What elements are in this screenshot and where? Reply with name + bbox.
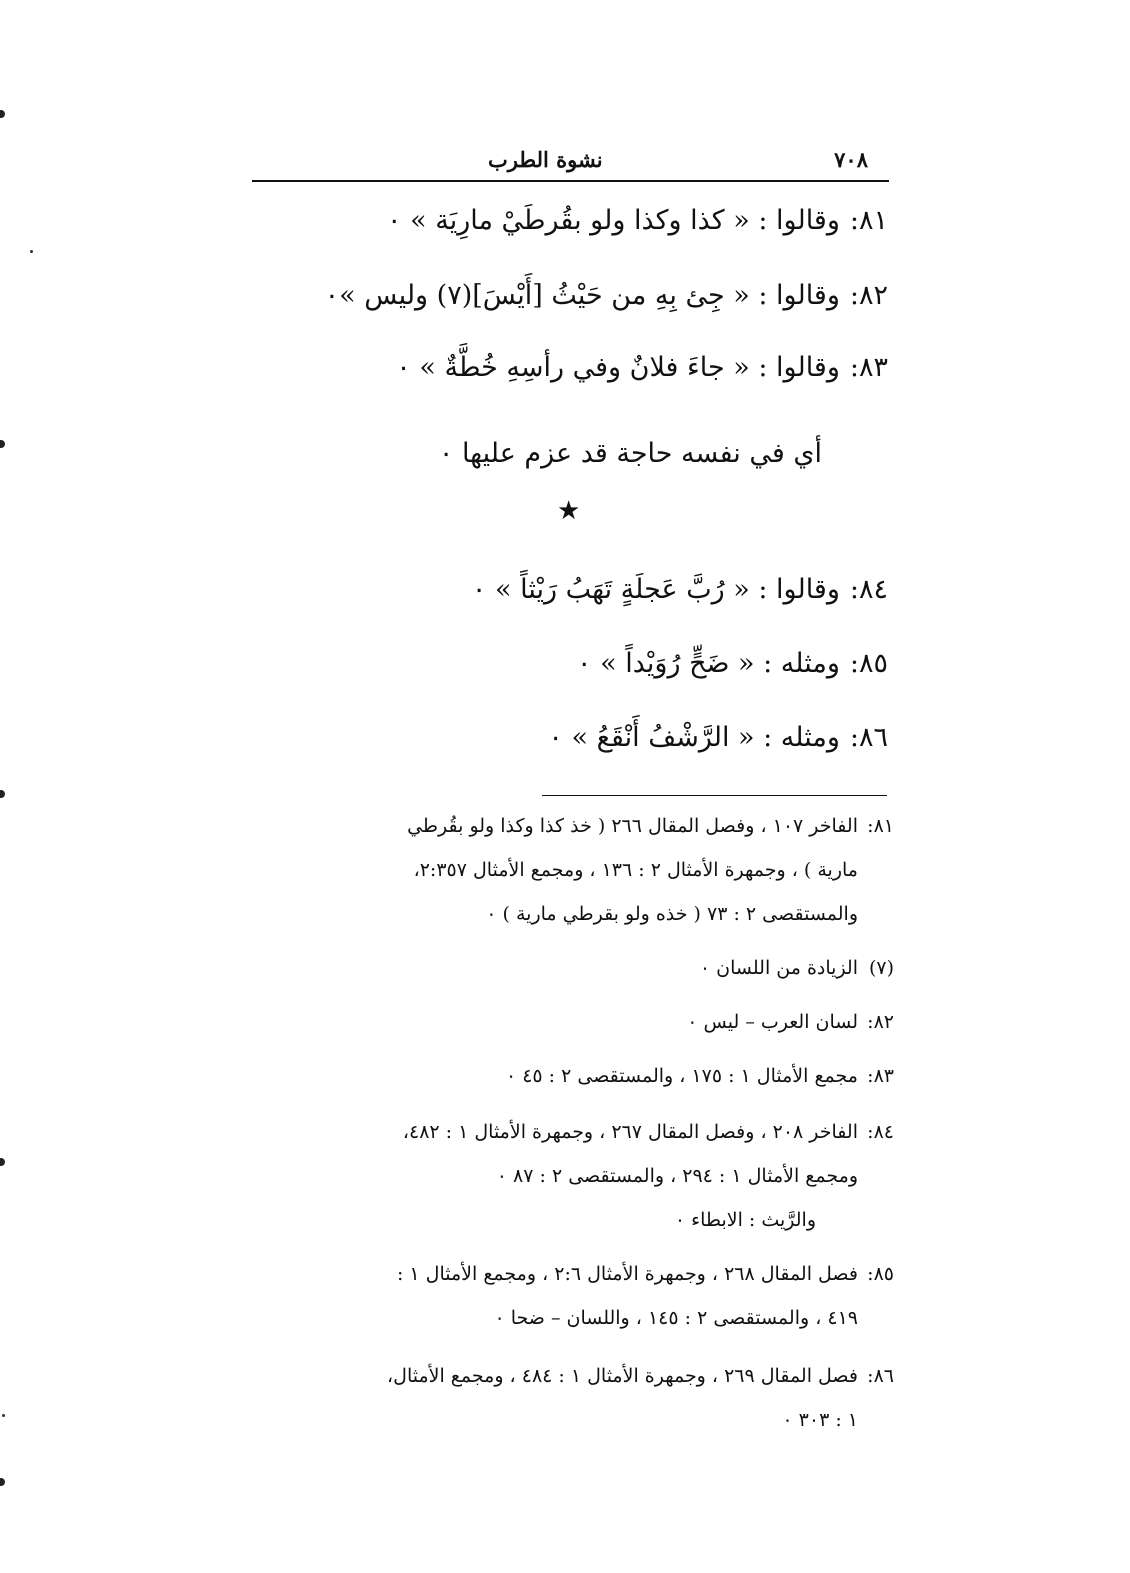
footnote-line: ١ : ٣٠٣ ٠	[782, 1409, 858, 1431]
footnote-84	[248, 1110, 894, 1242]
entry-83	[238, 352, 888, 383]
footnote-rule	[542, 795, 887, 796]
scan-mark	[0, 790, 5, 798]
footnote-line: مارية ) ، وجمهرة الأمثال ٢ : ١٣٦ ، ومجمع الأمثال ٢:٣٥٧،	[413, 859, 858, 881]
scan-speck	[30, 250, 33, 253]
footnote-number: ٨٣:	[867, 1065, 894, 1087]
footnote-number: ٨١:	[867, 815, 894, 837]
footnote-number: ٨٤:	[867, 1121, 894, 1143]
entry-86	[238, 722, 888, 753]
footnote-line: لسان العرب – ليس ٠	[687, 1011, 858, 1033]
footnote-line: فصل المقال ٢٦٨ ، وجمهرة الأمثال ٢:٦ ، ومجمع الأمثال ١ :	[396, 1263, 858, 1285]
entry-text: ومثله : « الرَّشْفُ أَنْقَعُ » ٠	[548, 722, 840, 753]
footnote-line: الفاخر ١٠٧ ، وفصل المقال ٢٦٦ ( خذ كذا وكذا ولو بقُرطي	[407, 815, 858, 837]
running-title: نشوة الطرب	[488, 147, 603, 172]
footnote-line: مجمع الأمثال ١ : ١٧٥ ، والمستقصى ٢ : ٤٥ ٠	[505, 1065, 858, 1087]
footnote-7	[248, 946, 894, 990]
entry-number: ٨٤:	[849, 574, 888, 605]
footnote-line: ٤١٩ ، والمستقصى ٢ : ١٤٥ ، واللسان – ضحا ٠	[494, 1307, 858, 1329]
footnote-number: ٨٦:	[867, 1365, 894, 1387]
footnote-line: والرَّيث : الابطاء ٠	[674, 1209, 816, 1231]
entry-83-gloss: أي في نفسه حاجة قد عزم عليها ٠	[438, 438, 822, 469]
footnote-line: الزيادة من اللسان ٠	[699, 957, 858, 979]
entry-text: وقالوا : « كذا وكذا ولو بقُرطَيْ مارِيَة » ٠	[387, 205, 840, 236]
entry-text: وقالوا : « جاءَ فلانٌ وفي رأسِهِ خُطَّةٌ » ٠	[396, 352, 840, 383]
entry-text: ومثله : « ضَحٍّ رُوَيْداً » ٠	[577, 648, 840, 679]
entry-number: ٨٦:	[849, 722, 888, 753]
entry-82	[238, 280, 888, 311]
entry-number: ٨٥:	[849, 648, 888, 679]
footnote-line: والمستقصى ٢ : ٧٣ ( خذه ولو بقرطي مارية ) ٠	[486, 903, 858, 925]
entry-text: وقالوا : « رُبَّ عَجلَةٍ تَهَبُ رَيْثاً » ٠	[471, 574, 840, 605]
header-rule	[252, 180, 889, 182]
footnote-line: فصل المقال ٢٦٩ ، وجمهرة الأمثال ١ : ٤٨٤ ، ومجمع الأمثال،	[387, 1365, 858, 1387]
footnote-81	[248, 804, 894, 936]
footnote-82	[248, 1000, 894, 1044]
entry-number: ٨٣:	[849, 352, 888, 383]
footnote-85	[248, 1252, 894, 1340]
footnote-line: ومجمع الأمثال ١ : ٢٩٤ ، والمستقصى ٢ : ٨٧ ٠	[496, 1165, 858, 1187]
scan-mark	[0, 440, 5, 448]
footnote-number: ٨٥:	[867, 1263, 894, 1285]
entry-85	[238, 648, 888, 679]
footnote-86	[248, 1354, 894, 1442]
footnote-line: الفاخر ٢٠٨ ، وفصل المقال ٢٦٧ ، وجمهرة الأمثال ١ : ٤٨٢،	[402, 1121, 858, 1143]
entry-84	[238, 574, 888, 605]
scan-mark	[0, 1158, 5, 1166]
page-number: ٧٠٨	[834, 147, 868, 172]
section-separator-star: ★	[557, 496, 581, 526]
entry-number: ٨٢:	[849, 280, 888, 311]
footnote-number: (٧)	[868, 957, 894, 979]
entry-text: وقالوا : « جِئ بِهِ من حَيْثُ [أَيْسَ](٧) وليس »٠	[324, 280, 840, 311]
scan-mark	[0, 1478, 5, 1486]
footnote-number: ٨٢:	[867, 1011, 894, 1033]
entry-number: ٨١:	[849, 205, 888, 236]
scan-speck	[2, 1414, 5, 1417]
entry-81	[238, 205, 888, 236]
footnote-83	[248, 1054, 894, 1098]
scan-mark	[0, 110, 5, 118]
